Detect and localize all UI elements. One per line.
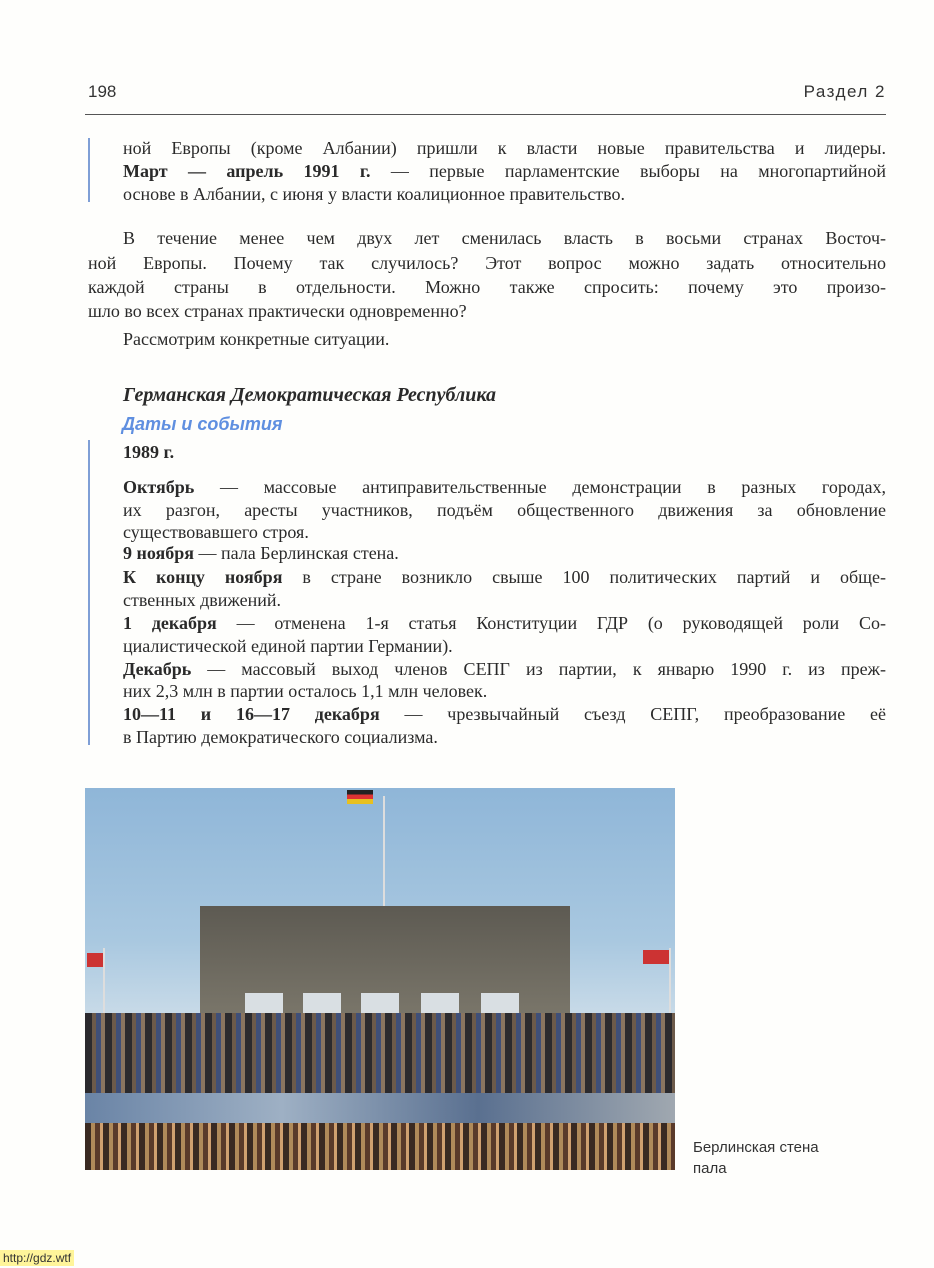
bold-date: 1 декабря — [123, 613, 217, 633]
red-flag — [643, 950, 669, 964]
text-line: шло во всех странах практически одновременно? — [88, 301, 467, 321]
text-line — [123, 703, 886, 725]
german-flag — [347, 790, 373, 804]
text-line — [123, 183, 886, 205]
watermark-link[interactable]: http://gdz.wtf — [0, 1250, 74, 1266]
line-text: ной Европы (кроме Албании) пришли к власти новые правительства и лидеры. — [123, 138, 886, 158]
header-rule — [85, 114, 886, 115]
photo-caption — [693, 1137, 819, 1179]
text-line — [123, 499, 886, 521]
crowd-foreground — [85, 1123, 675, 1170]
berlin-wall-photo — [85, 788, 675, 1170]
line-text: существовавшего строя. — [123, 522, 309, 542]
text-line — [123, 542, 886, 564]
text-line — [123, 566, 886, 588]
text-line — [123, 137, 886, 159]
crowd-on-wall — [85, 1013, 675, 1103]
text-line — [123, 521, 886, 543]
line-text: — массовый выход членов СЕПГ из партии, к январю 1990 г. из преж- — [191, 659, 886, 679]
text-line — [123, 589, 886, 611]
line-text: основе в Албании, с июня у власти коалиционное правительство. — [123, 184, 626, 204]
line-text: — первые парламентские выборы на многопартийной — [370, 161, 886, 181]
text-line: В течение менее чем двух лет сменилась власть в восьми странах Восточ- — [123, 228, 886, 248]
line-text: них 2,3 млн в партии осталось 1,1 млн человек. — [123, 681, 488, 701]
bold-date: Декабрь — [123, 659, 192, 679]
page-number: 198 — [88, 82, 117, 101]
line-text: в стране возникло свыше 100 политических партий и обще- — [282, 567, 886, 587]
line-text: — отменена 1-я статья Конституции ГДР (о руководящей роли Со- — [216, 613, 886, 633]
line-text: циалистической единой партии Германии). — [123, 636, 453, 656]
section-label: Раздел 2 — [803, 82, 886, 101]
bold-date: К концу ноября — [123, 567, 283, 587]
subsection-title: Даты и события — [122, 414, 283, 434]
line-text: в Партию демократического социализма. — [123, 727, 438, 747]
text-line: Рассмотрим конкретные ситуации. — [123, 329, 390, 349]
line-text: ственных движений. — [123, 590, 281, 610]
line-text: их разгон, аресты участников, подъём общественного движения за обновление — [123, 500, 886, 520]
text-line — [123, 658, 886, 680]
section-title: Германская Демократическая Республика — [123, 384, 496, 406]
margin-bar — [88, 440, 90, 745]
caption-line: пала — [693, 1160, 727, 1177]
margin-bar — [88, 138, 90, 202]
line-text: — чрезвычайный съезд СЕПГ, преобразование её — [379, 704, 886, 724]
text-line: ной Европы. Почему так случилось? Этот вопрос можно задать относительно — [88, 253, 886, 273]
bold-date: 10—11 и 16—17 декабря — [123, 704, 380, 724]
bold-date: Март — апрель 1991 г. — [123, 161, 371, 181]
bold-date: 9 ноября — [123, 543, 195, 563]
text-line — [123, 612, 886, 634]
text-line — [123, 726, 886, 748]
caption-line: Берлинская стена — [693, 1139, 819, 1156]
flag-pole — [383, 796, 385, 911]
text-line: каждой страны в отдельности. Можно также спросить: почему это произо- — [88, 277, 886, 297]
text-line — [123, 635, 886, 657]
bold-date: Октябрь — [123, 477, 195, 497]
line-text: — пала Берлинская стена. — [194, 543, 399, 563]
red-flag — [87, 953, 103, 967]
line-text: — массовые антиправительственные демонстрации в разных городах, — [194, 477, 886, 497]
year-heading: 1989 г. — [123, 442, 175, 462]
text-line — [123, 680, 886, 702]
text-line — [123, 476, 886, 498]
text-line — [123, 160, 886, 182]
